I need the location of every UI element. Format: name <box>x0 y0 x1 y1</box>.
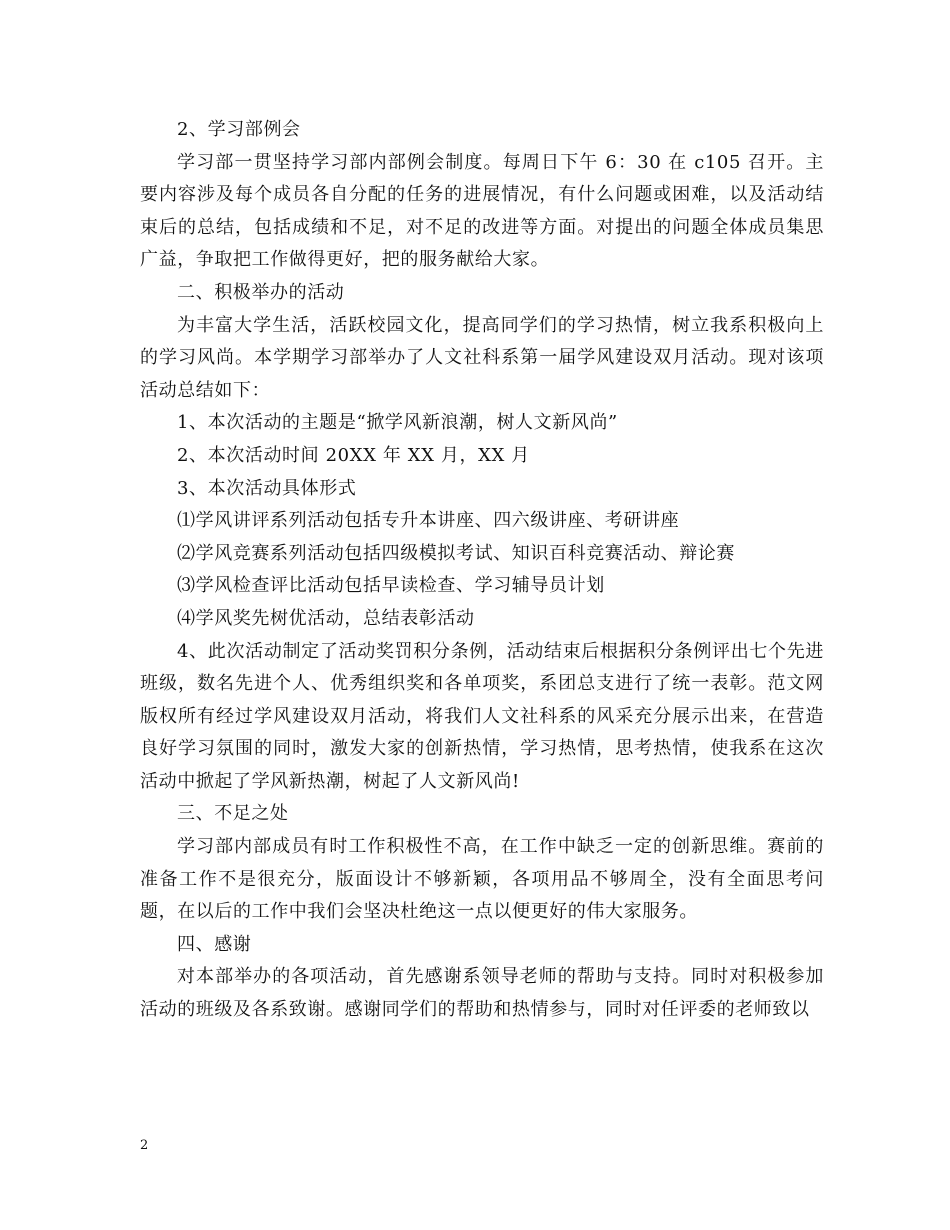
section-heading-shortcomings: 三、不足之处 <box>177 803 289 825</box>
section-heading-thanks: 四、感谢 <box>177 933 252 955</box>
sub-item-competitions: ⑵学风竞赛系列活动包括四级模拟考试、知识百科竞赛活动、辩论赛 <box>177 542 735 564</box>
sub-item-inspection: ⑶学风检查评比活动包括早读检查、学习辅导员计划 <box>177 575 605 597</box>
list-item-forms: 3、本次活动具体形式 <box>177 477 357 499</box>
paragraph-shortcomings: 学习部内部成员有时工作积极性不高，在工作中缺乏一定的创新思维。赛前的准备工作不是很充分，版面设计不够新颖，各项用品不够周全，没有全面思考问题，在以后的工作中我们会坚决杜绝这一点以便更好的伟大家服务。 <box>140 836 824 923</box>
paragraph-activities-intro: 为丰富大学生活，活跃校园文化，提高同学们的学习热情，树立我系积极向上的学习风尚。本学期学习部举办了人文社科系第一届学风建设双月活动。现对该项活动总结如下： <box>140 314 824 401</box>
section-heading-study-meeting: 2、学习部例会 <box>177 119 301 140</box>
paragraph-meeting-system: 学习部一贯坚持学习部内部例会制度。每周日下午 6：30 在 c105 召开。主要内容涉及每个成员各自分配的任务的进展情况，有什么问题或困难，以及活动结束后的总结，包括成绩和不足，对不足的改进等方面。对提出的问题全体成员集思广益，争取把工作做得更好，把的服务献给大家。 <box>140 151 824 271</box>
sub-item-lectures: ⑴学风讲评系列活动包括专升本讲座、四六级讲座、考研讲座 <box>177 510 680 532</box>
list-item-theme: 1、本次活动的主题是“掀学风新浪潮，树人文新风尚” <box>177 412 618 434</box>
document-body <box>140 114 824 1027</box>
sub-item-awards: ⑷学风奖先树优活动，总结表彰活动 <box>177 607 475 629</box>
section-heading-activities: 二、积极举办的活动 <box>177 281 345 303</box>
list-item-time: 2、本次活动时间 20XX 年 XX 月，XX 月 <box>177 444 530 466</box>
paragraph-rewards-summary: 4、此次活动制定了活动奖罚积分条例，活动结束后根据积分条例评出七个先进班级，数名先进个人、优秀组织奖和各单项奖，系团总支进行了统一表彰。范文网版权所有经过学风建设双月活动，将我们人文社科系的风采充分展示出来，在营造良好学习氛围的同时，激发大家的创新热情，学习热情，思考热情，使我系在这次活动中掀起了学风新热潮，树起了人文新风尚! <box>140 640 824 792</box>
page-number: 2 <box>140 1138 149 1153</box>
paragraph-thanks: 对本部举办的各项活动，首先感谢系领导老师的帮助与支持。同时对积极参加活动的班级及各系致谢。感谢同学们的帮助和热情参与，同时对任评委的老师致以 <box>140 966 824 1021</box>
